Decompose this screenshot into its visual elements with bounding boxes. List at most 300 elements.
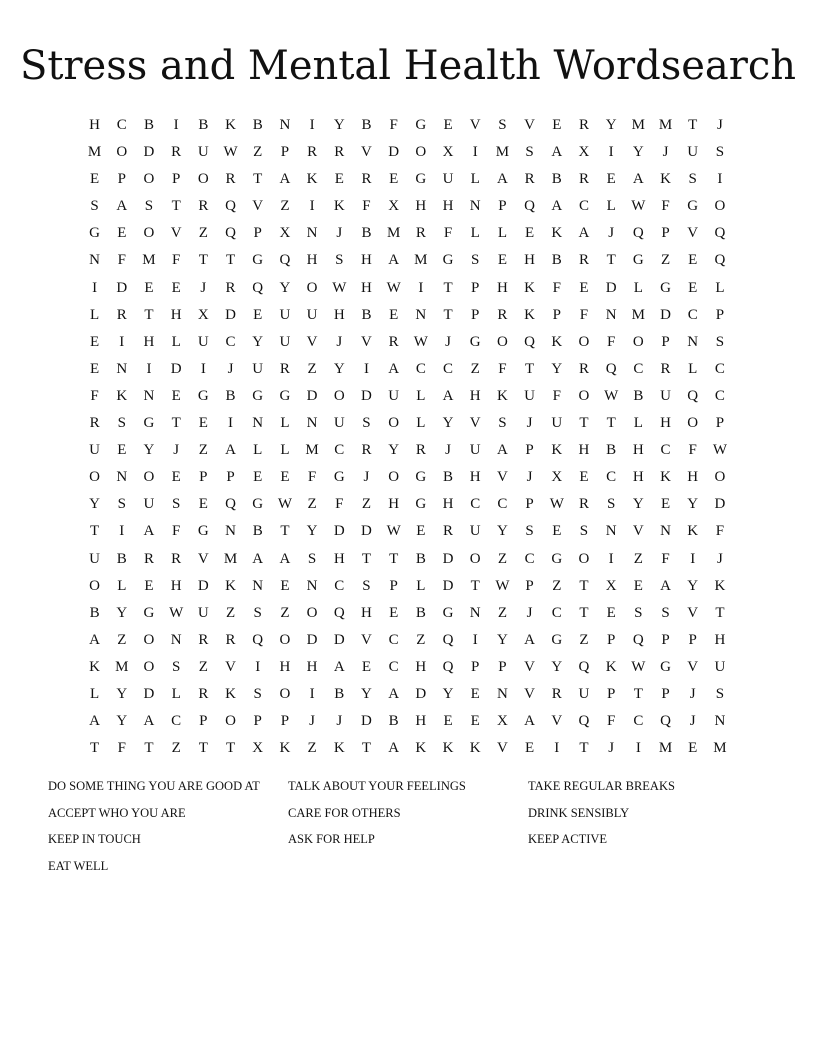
grid-cell: U [279,306,291,323]
grid-cell: J [608,225,615,242]
grid-cell: Q [687,387,699,404]
grid-cell: E [525,740,535,757]
grid-cell: V [551,713,563,730]
grid-cell: Z [660,252,671,269]
grid-cell: G [252,496,264,513]
grid-cell: E [579,279,589,296]
grid-cell: D [361,523,372,540]
grid-cell: R [524,171,535,188]
grid-cell: Q [252,279,264,296]
grid-cell: Y [605,117,617,133]
grid-cell: B [143,117,154,133]
grid-cell: R [89,415,100,432]
grid-cell: K [524,279,536,296]
grid-cell: G [442,604,454,621]
grid-cell: V [632,523,644,540]
grid-cell: J [526,604,533,621]
grid-cell: E [117,225,127,242]
grid-cell: L [470,171,480,188]
grid-cell: Q [225,198,236,215]
grid-cell: R [388,333,399,350]
grid-cell: V [524,117,536,133]
grid-cell: O [415,144,427,161]
grid-cell: F [171,523,181,540]
grid-cell: T [579,577,589,594]
grid-cell: Y [442,415,454,432]
grid-cell: S [525,523,534,540]
grid-cell: R [660,360,671,377]
word-list-item: ASK FOR HELP [288,832,375,846]
grid-cell: H [442,198,454,215]
grid-cell: Z [198,225,208,242]
grid-cell: D [442,550,454,567]
grid-cell: D [306,387,318,404]
grid-cell: B [606,442,617,459]
grid-cell: I [363,360,369,377]
grid-cell: A [279,171,291,188]
grid-cell: Q [225,225,236,242]
grid-cell: B [361,306,372,323]
grid-cell: H [170,577,182,594]
grid-cell: N [170,631,182,648]
grid-cell: M [414,252,428,269]
grid-cell: V [687,658,699,675]
grid-cell: O [388,415,400,432]
grid-cell: U [469,523,481,540]
grid-cell: L [633,415,643,432]
grid-cell: Y [361,685,372,702]
grid-cell: X [279,225,291,242]
grid-cell: W [169,604,184,621]
grid-cell: C [415,360,426,377]
grid-cell: W [386,523,401,540]
grid-cell: F [552,387,561,404]
grid-cell: A [660,577,671,594]
grid-cell: P [226,469,235,486]
grid-cell: Q [279,252,291,269]
grid-cell: C [334,577,345,594]
grid-cell: O [225,713,236,730]
grid-cell: A [89,631,101,648]
word-list-item: EAT WELL [48,858,109,873]
grid-cell: C [470,496,481,513]
page-title: Stress and Mental Health Wordsearch [19,43,797,89]
grid-cell: Z [497,604,507,621]
grid-cell: N [660,523,671,540]
grid-cell: L [688,360,698,377]
grid-cell: J [173,442,180,459]
grid-cell: F [117,740,126,757]
grid-cell: W [495,577,510,594]
grid-cell: Z [633,550,643,567]
grid-cell: L [280,415,290,432]
grid-cell: K [660,469,671,486]
grid-cell: I [472,144,478,161]
grid-cell: O [578,333,590,350]
grid-cell: E [280,469,290,486]
grid-cell: L [416,387,426,404]
grid-cell: H [388,496,400,513]
grid-cell: Z [117,631,127,648]
word-list-item: DRINK SENSIBLY [528,805,630,820]
grid-cell: E [361,658,372,675]
grid-cell: G [551,550,563,567]
grid-cell: H [442,496,454,513]
grid-cell: P [715,306,725,323]
grid-cell: U [197,604,209,621]
grid-cell: Y [442,685,454,702]
grid-cell: F [362,198,371,215]
grid-cell: O [333,387,345,404]
grid-cell: I [309,198,315,215]
grid-cell: P [471,279,480,296]
grid-cell: T [606,415,616,432]
grid-cell: N [279,117,291,133]
grid-cell: E [198,496,208,513]
grid-cell: U [578,685,590,702]
grid-cell: D [143,144,155,161]
grid-cell: E [253,469,263,486]
grid-cell: F [552,279,561,296]
grid-cell: H [415,713,427,730]
grid-cell: D [197,577,209,594]
grid-cell: E [171,387,181,404]
word-list-item: TAKE REGULAR BREAKS [528,779,675,793]
grid-cell: T [171,415,181,432]
grid-cell: H [714,631,726,648]
grid-cell: E [144,279,154,296]
grid-cell: L [253,442,263,459]
grid-cell: E [660,496,671,513]
grid-cell: D [361,713,372,730]
grid-cell: E [90,333,100,350]
grid-cell: P [389,577,398,594]
grid-cell: P [199,469,208,486]
grid-cell: O [578,550,590,567]
grid-cell: E [688,740,698,757]
grid-cell: H [687,469,699,486]
grid-cell: S [90,198,99,215]
grid-cell: Z [361,496,372,513]
grid-cell: L [416,577,426,594]
grid-cell: F [335,496,344,513]
grid-cell: I [309,117,315,133]
grid-cell: A [388,685,400,702]
grid-cell: Y [551,360,563,377]
grid-cell: D [225,306,236,323]
grid-cell: Q [632,225,644,242]
word-list-item: KEEP IN TOUCH [48,832,141,846]
grid-cell: L [90,685,100,702]
grid-cell: Y [687,577,699,594]
word-list-item: ACCEPT WHO YOU ARE [48,805,186,820]
grid-cell: D [170,360,182,377]
grid-cell: P [280,713,290,730]
grid-cell: C [578,198,589,215]
grid-cell: H [333,306,345,323]
grid-cell: I [173,117,179,133]
grid-cell: T [715,604,725,621]
grid-cell: M [631,117,646,133]
grid-cell: R [578,360,589,377]
grid-cell: F [579,306,589,323]
grid-cell: U [551,415,563,432]
grid-cell: A [632,171,644,188]
grid-cell: I [690,550,696,567]
grid-cell: A [496,171,508,188]
grid-cell: J [526,415,533,432]
grid-cell: S [498,415,507,432]
grid-cell: M [713,740,727,757]
grid-cell: G [252,252,264,269]
grid-cell: G [252,387,264,404]
grid-cell: N [252,415,264,432]
grid-cell: F [171,252,181,269]
grid-cell: R [171,144,182,161]
grid-cell: Y [116,713,128,730]
grid-cell: A [89,713,101,730]
grid-cell: B [415,604,426,621]
grid-cell: T [171,198,181,215]
grid-cell: R [361,171,372,188]
grid-cell: O [496,333,508,350]
grid-cell: L [715,279,725,296]
grid-cell: B [198,117,209,133]
grid-cell: K [551,333,563,350]
grid-cell: F [498,360,507,377]
grid-cell: G [660,279,671,296]
grid-cell: R [116,306,127,323]
grid-cell: T [361,740,372,757]
grid-cell: B [252,523,263,540]
grid-cell: T [389,550,399,567]
grid-cell: V [496,740,508,757]
grid-cell: E [171,469,181,486]
grid-cell: K [333,740,345,757]
grid-cell: K [306,171,318,188]
grid-cell: X [605,577,617,594]
grid-cell: H [660,415,671,432]
grid-cell: O [279,685,291,702]
grid-cell: U [197,333,209,350]
grid-cell: W [277,496,292,513]
grid-cell: R [415,225,426,242]
grid-cell: O [714,469,726,486]
grid-cell: R [361,442,372,459]
grid-cell: Y [279,279,291,296]
grid-cell: Y [333,360,345,377]
grid-cell: W [386,279,401,296]
grid-cell: V [687,225,699,242]
grid-cell: I [119,333,125,350]
grid-cell: K [89,658,101,675]
grid-cell: L [171,685,181,702]
grid-cell: K [442,740,454,757]
grid-cell: P [171,171,181,188]
grid-cell: G [442,252,454,269]
grid-cell: G [415,171,427,188]
grid-cell: J [363,469,370,486]
grid-cell: D [714,496,726,513]
grid-cell: E [688,252,698,269]
grid-cell: U [333,415,345,432]
grid-cell: K [333,198,345,215]
grid-cell: H [469,469,481,486]
grid-cell: N [605,523,617,540]
grid-cell: S [307,550,317,567]
word-list-item: KEEP ACTIVE [528,832,608,846]
grid-cell: K [524,306,536,323]
grid-cell: S [715,333,725,350]
grid-cell: N [605,306,617,323]
grid-cell: K [551,225,563,242]
grid-cell: P [525,442,534,459]
grid-cell: R [578,496,589,513]
grid-cell: Q [660,713,671,730]
grid-cell: N [89,252,101,269]
grid-cell: N [469,604,481,621]
grid-cell: B [334,685,345,702]
grid-cell: A [143,523,155,540]
grid-cell: N [306,415,318,432]
grid-cell: C [606,469,617,486]
grid-cell: C [497,496,508,513]
grid-cell: G [660,658,671,675]
grid-cell: F [661,198,670,215]
grid-cell: B [443,469,454,486]
grid-cell: Q [442,658,454,675]
grid-cell: T [198,740,208,757]
grid-cell: W [332,279,347,296]
grid-cell: O [197,171,209,188]
grid-cell: E [253,306,263,323]
grid-cell: C [551,604,562,621]
grid-cell: S [335,252,344,269]
grid-cell: O [714,198,726,215]
grid-cell: P [606,685,616,702]
grid-cell: R [497,306,508,323]
grid-cell: X [442,144,454,161]
grid-cell: E [443,713,453,730]
grid-cell: A [333,658,345,675]
grid-cell: O [143,658,155,675]
grid-cell: H [524,252,536,269]
grid-cell: J [662,144,669,161]
word-list-item: CARE FOR OTHERS [288,805,401,820]
grid-cell: A [143,713,155,730]
grid-cell: H [306,658,318,675]
grid-cell: T [253,171,263,188]
grid-cell: I [119,523,125,540]
grid-cell: D [306,631,318,648]
grid-cell: F [117,252,126,269]
grid-cell: G [415,496,427,513]
grid-cell: Y [551,658,563,675]
grid-cell: E [688,279,698,296]
grid-cell: L [280,442,290,459]
grid-cell: N [306,577,318,594]
grid-cell: H [143,333,155,350]
grid-cell: I [228,415,234,432]
grid-cell: J [227,360,234,377]
grid-cell: J [716,550,723,567]
grid-cell: C [714,387,725,404]
grid-cell: L [90,306,100,323]
grid-cell: O [89,577,101,594]
grid-cell: M [223,550,238,567]
grid-cell: H [361,279,372,296]
grid-cell: D [415,685,427,702]
grid-cell: N [116,469,128,486]
grid-cell: C [633,360,644,377]
grid-cell: B [633,387,644,404]
grid-cell: E [606,604,616,621]
grid-cell: T [144,740,154,757]
grid-cell: C [225,333,236,350]
grid-cell: I [146,360,152,377]
grid-cell: U [252,360,264,377]
grid-cell: Y [143,442,155,459]
grid-cell: O [306,279,318,296]
grid-cell: Y [252,333,264,350]
grid-cell: Z [307,740,317,757]
grid-cell: B [361,225,372,242]
grid-cell: E [280,577,290,594]
grid-cell: A [388,740,400,757]
grid-cell: S [634,604,643,621]
grid-cell: Z [171,740,181,757]
grid-cell: O [143,631,155,648]
grid-cell: M [115,658,129,675]
grid-cell: E [525,225,535,242]
grid-cell: Q [333,604,345,621]
grid-cell: O [143,171,155,188]
grid-cell: A [578,225,590,242]
grid-cell: Z [198,442,208,459]
grid-cell: S [661,604,670,621]
grid-cell: H [361,252,372,269]
grid-cell: Q [442,631,454,648]
grid-cell: O [143,225,155,242]
grid-cell: N [143,387,155,404]
grid-cell: Z [470,360,480,377]
grid-cell: U [469,442,481,459]
grid-cell: V [496,469,508,486]
grid-cell: V [225,658,236,675]
grid-cell: E [389,171,399,188]
grid-cell: D [333,631,345,648]
grid-cell: Z [253,144,263,161]
grid-cell: S [606,496,616,513]
grid-cell: C [116,117,127,133]
grid-cell: L [633,279,643,296]
grid-cell: O [116,144,128,161]
grid-cell: O [578,387,590,404]
grid-cell: R [225,631,236,648]
grid-cell: T [633,685,643,702]
grid-cell: L [497,225,507,242]
grid-cell: D [333,523,345,540]
grid-cell: K [225,685,236,702]
grid-cell: R [171,550,182,567]
grid-cell: Y [89,496,101,513]
grid-cell: U [388,387,400,404]
grid-cell: L [416,415,426,432]
grid-cell: V [524,658,536,675]
grid-cell: R [578,252,589,269]
grid-cell: X [197,306,209,323]
grid-cell: S [117,496,126,513]
